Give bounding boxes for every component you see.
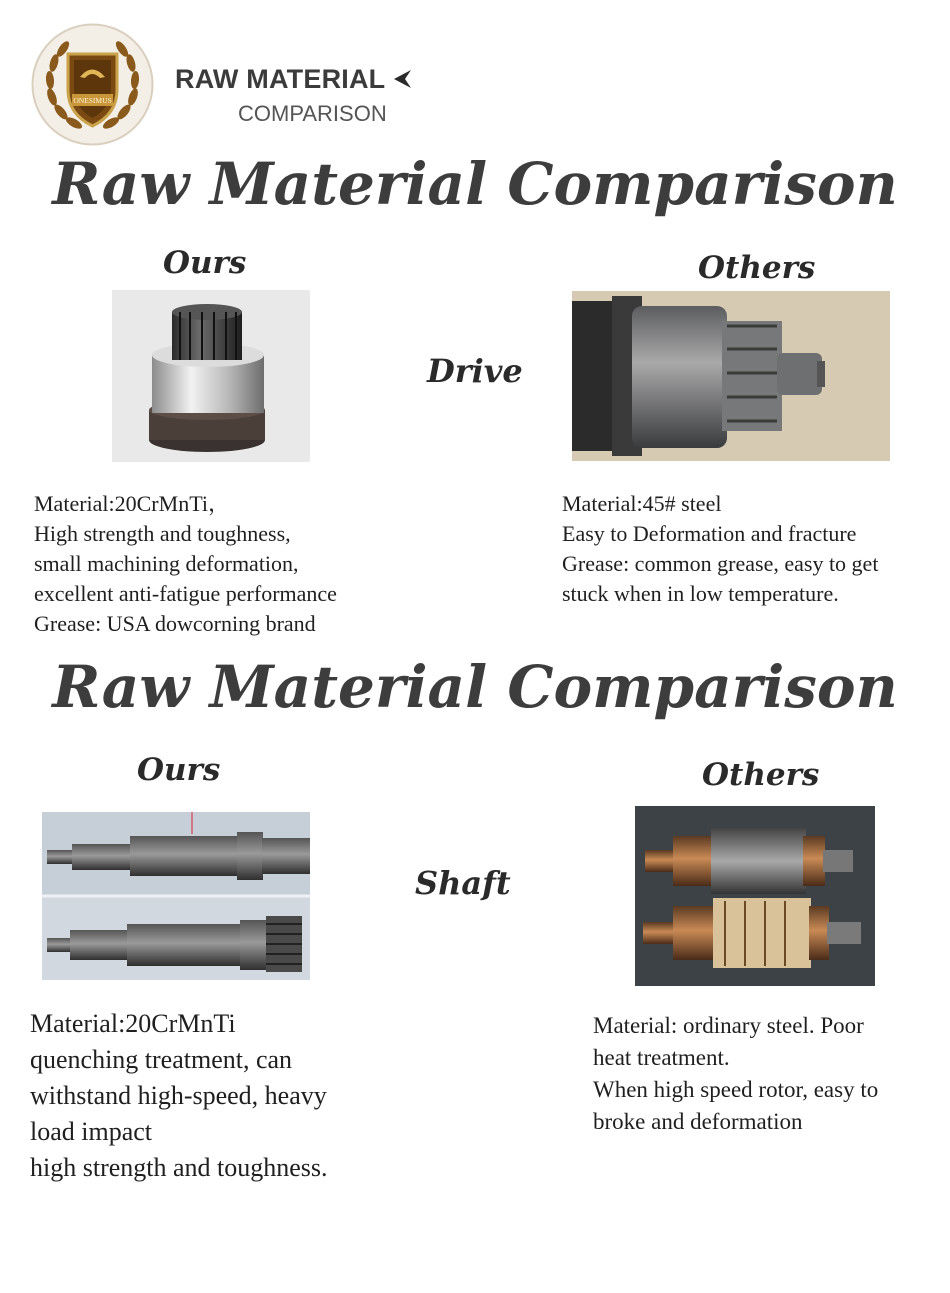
arrow-left-icon <box>392 67 412 91</box>
description-line: High strength and toughness, <box>34 521 291 546</box>
description-line: heat treatment. <box>593 1045 730 1070</box>
drive-ours-photo <box>112 290 310 462</box>
section-title: Raw Material Comparison <box>52 653 898 721</box>
label-others: Others <box>698 250 816 286</box>
description-line: Grease: common grease, easy to get <box>562 551 879 576</box>
shaft-ours-description <box>30 1006 328 1186</box>
brand-logo <box>30 22 155 147</box>
shaft-ours-photo <box>42 812 310 980</box>
drive-ours-description <box>34 489 337 639</box>
description-line: load impact <box>30 1117 153 1146</box>
drive-others-photo <box>572 291 890 461</box>
description-line: small machining deformation, <box>34 551 299 576</box>
center-label-shaft: Shaft <box>415 864 511 902</box>
description-line: Material:20CrMnTi <box>30 1009 236 1038</box>
description-line: Material:45# steel <box>562 491 722 516</box>
description-line: withstand high-speed, heavy <box>30 1081 327 1110</box>
logo-text: ONESIMUS <box>73 96 112 105</box>
description-line: When high speed rotor, easy to <box>593 1077 879 1102</box>
header-subtitle: COMPARISON <box>238 101 387 126</box>
description-line: Grease: USA dowcorning brand <box>34 611 316 636</box>
header-title: RAW MATERIAL <box>175 64 386 94</box>
description-line: Material: ordinary steel. Poor <box>593 1013 864 1038</box>
description-line: broke and deformation <box>593 1109 803 1134</box>
description-line: Material:20CrMnTi， <box>34 491 230 516</box>
section-title: Raw Material Comparison <box>52 150 898 218</box>
label-ours: Ours <box>137 752 221 788</box>
label-ours: Ours <box>163 245 247 281</box>
shaft-others-photo <box>635 806 875 986</box>
label-others: Others <box>702 757 820 793</box>
center-label-drive: Drive <box>427 352 523 390</box>
shaft-others-description <box>593 1010 878 1138</box>
drive-others-description <box>562 489 878 609</box>
description-line: high strength and toughness. <box>30 1153 328 1182</box>
description-line: excellent anti-fatigue performance <box>34 581 337 606</box>
description-line: stuck when in low temperature. <box>562 581 839 606</box>
description-line: quenching treatment, can <box>30 1045 293 1074</box>
description-line: Easy to Deformation and fracture <box>562 521 857 546</box>
